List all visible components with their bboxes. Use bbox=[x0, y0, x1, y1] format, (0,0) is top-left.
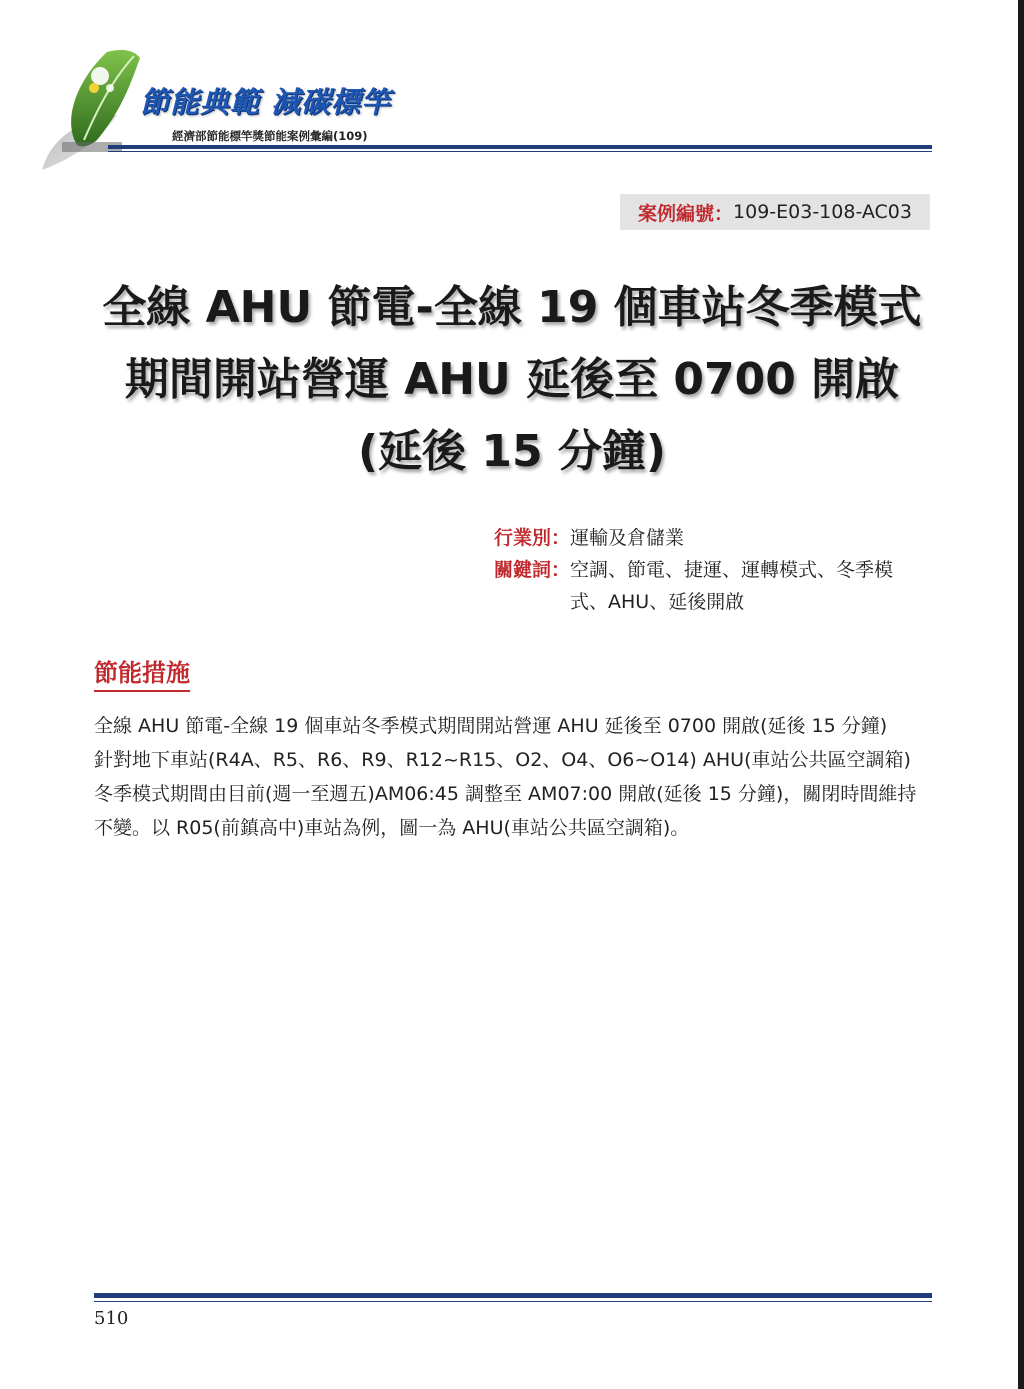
paragraph-1: 全線 AHU 節電-全線 19 個車站冬季模式期間開站營運 AHU 延後至 0700 開啟(延後 15 分鐘) bbox=[94, 715, 888, 737]
industry-label: 行業別： bbox=[494, 527, 571, 549]
page-border bbox=[1018, 0, 1024, 1389]
title-line-1: 全線 AHU 節電-全線 19 個車站冬季模式 bbox=[102, 282, 922, 333]
footer-rule bbox=[94, 1293, 932, 1298]
case-meta bbox=[494, 522, 924, 618]
case-number-value: 109-E03-108-AC03 bbox=[733, 201, 912, 223]
paragraph-2: 針對地下車站(R4A、R5、R6、R9、R12~R15、O2、O4、O6~O14) AHU(車站公共區空調箱) 冬季模式期間由目前(週一至週五)AM06:45 調整至 AM07:00 開啟(延後 15 分鐘)，關閉時間維持不變。以 R05(前鎮高中)車站為例，圖一為 AHU(車站公共區空調箱)。 bbox=[94, 749, 917, 839]
section-body bbox=[94, 709, 934, 845]
logo-title: 節能典範 減碳標竿 bbox=[140, 85, 392, 119]
header-rule-thin bbox=[108, 151, 932, 152]
keywords-label: 關鍵詞： bbox=[494, 559, 571, 581]
title-line-3: (延後 15 分鐘) bbox=[357, 426, 667, 477]
page-title bbox=[60, 272, 964, 488]
keywords-row bbox=[494, 554, 924, 618]
section-heading: 節能措施 bbox=[94, 653, 190, 692]
industry-row bbox=[494, 522, 924, 554]
industry-value: 運輸及倉儲業 bbox=[570, 527, 685, 549]
logo-subtitle: 經濟部節能標竿獎節能案例彙編(109) bbox=[172, 129, 368, 143]
case-number-label: 案例編號： bbox=[638, 202, 734, 225]
header-rule bbox=[108, 145, 932, 149]
page-number: 510 bbox=[94, 1308, 129, 1329]
title-line-2: 期間開站營運 AHU 延後至 0700 開啟 bbox=[124, 354, 900, 405]
case-number-box bbox=[620, 194, 930, 230]
keywords-value: 空調、節電、捷運、運轉模式、冬季模式、AHU、延後開啟 bbox=[570, 559, 894, 613]
footer-rule-thin bbox=[94, 1301, 932, 1302]
